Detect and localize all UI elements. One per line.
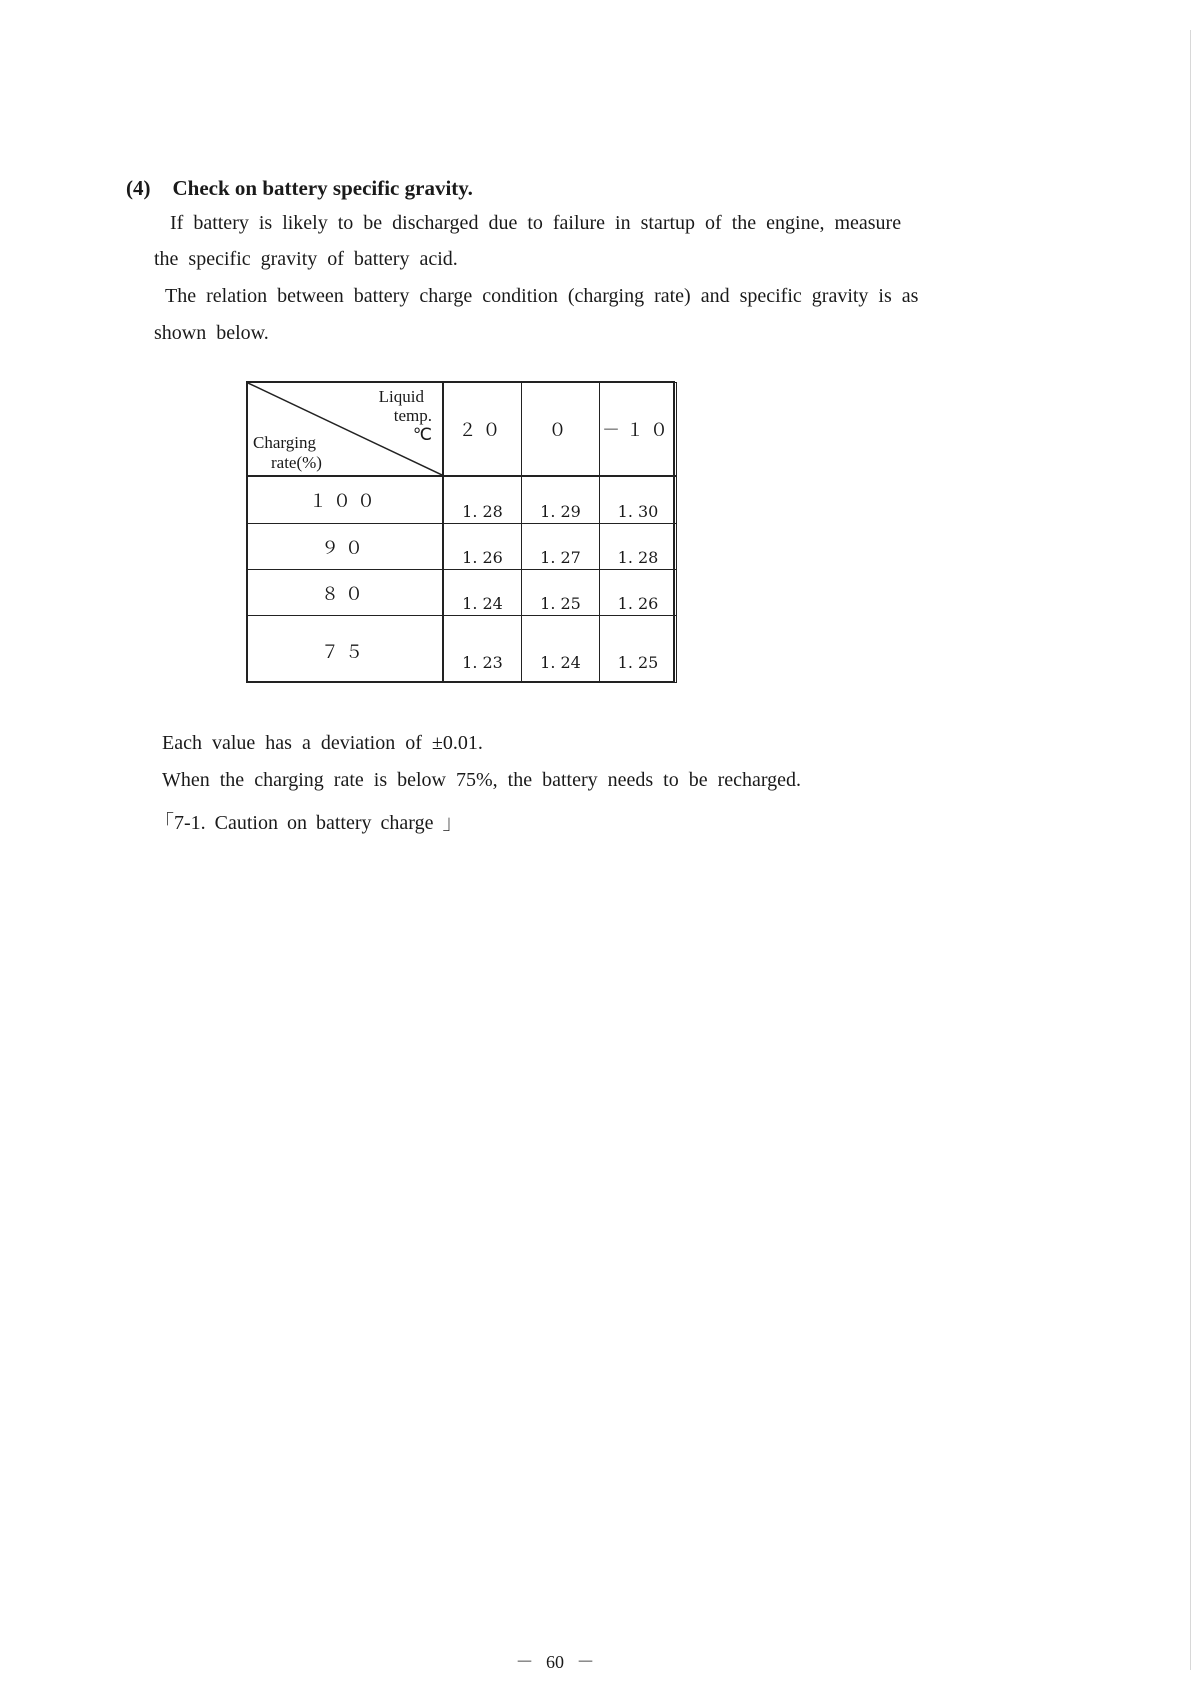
table-cell: 1. 29 xyxy=(522,476,600,523)
page-number: － 60 － xyxy=(515,1652,595,1672)
liquid-temp-label-unit: ℃ xyxy=(412,425,432,444)
liquid-temp-label-line-1: Liquid xyxy=(378,387,424,406)
column-header-0: ０ xyxy=(522,383,600,477)
table-row xyxy=(248,523,677,569)
table-cell: 1. 30 xyxy=(600,476,677,523)
charging-rate-label xyxy=(253,433,322,473)
table-cell: 1. 23 xyxy=(443,615,522,682)
deviation-note: Each value has a deviation of ±0.01. xyxy=(162,732,483,754)
table-cell: 1. 25 xyxy=(522,569,600,615)
table-cell: 1. 26 xyxy=(443,523,522,569)
liquid-temp-label xyxy=(379,387,432,444)
charging-rate-label-line-2: rate(%) xyxy=(271,453,322,472)
table-row xyxy=(248,476,677,523)
table-cell: 1. 26 xyxy=(600,569,677,615)
paragraph-2-line-2: shown below. xyxy=(154,322,269,344)
reference-note: ｢7-1. Caution on battery charge ｣ xyxy=(164,812,453,834)
table-row xyxy=(248,569,677,615)
table-cell: 1. 28 xyxy=(443,476,522,523)
section-title: Check on battery specific gravity. xyxy=(172,176,473,200)
section-heading xyxy=(126,176,473,201)
recharge-note: When the charging rate is below 75%, the battery needs to be recharged. xyxy=(162,769,802,791)
table-corner-cell xyxy=(248,383,444,477)
column-header-minus-10: －１０ xyxy=(600,383,677,477)
table-cell: 1. 24 xyxy=(443,569,522,615)
row-header-75: ７５ xyxy=(248,615,444,682)
row-header-80: ８０ xyxy=(248,569,444,615)
row-header-100: １００ xyxy=(248,476,444,523)
table-header-row xyxy=(248,383,677,477)
table-row xyxy=(248,615,677,682)
table-cell: 1. 28 xyxy=(600,523,677,569)
specific-gravity-table xyxy=(247,382,677,683)
paragraph-1-line-2: the specific gravity of battery acid. xyxy=(154,248,458,270)
section-number: (4) xyxy=(126,176,151,200)
table-cell: 1. 25 xyxy=(600,615,677,682)
page-edge-line xyxy=(1190,30,1191,1670)
paragraph-2-line-1: The relation between battery charge condition (charging rate) and specific gravity is as xyxy=(165,285,919,307)
table-cell: 1. 27 xyxy=(522,523,600,569)
table-cell: 1. 24 xyxy=(522,615,600,682)
row-header-90: ９０ xyxy=(248,523,444,569)
charging-rate-label-line-1: Charging xyxy=(253,433,316,452)
paragraph-1-line-1: If battery is likely to be discharged due to failure in startup of the engine, measure xyxy=(170,212,902,234)
liquid-temp-label-line-2: temp. xyxy=(393,406,432,425)
column-header-20: ２０ xyxy=(443,383,522,477)
